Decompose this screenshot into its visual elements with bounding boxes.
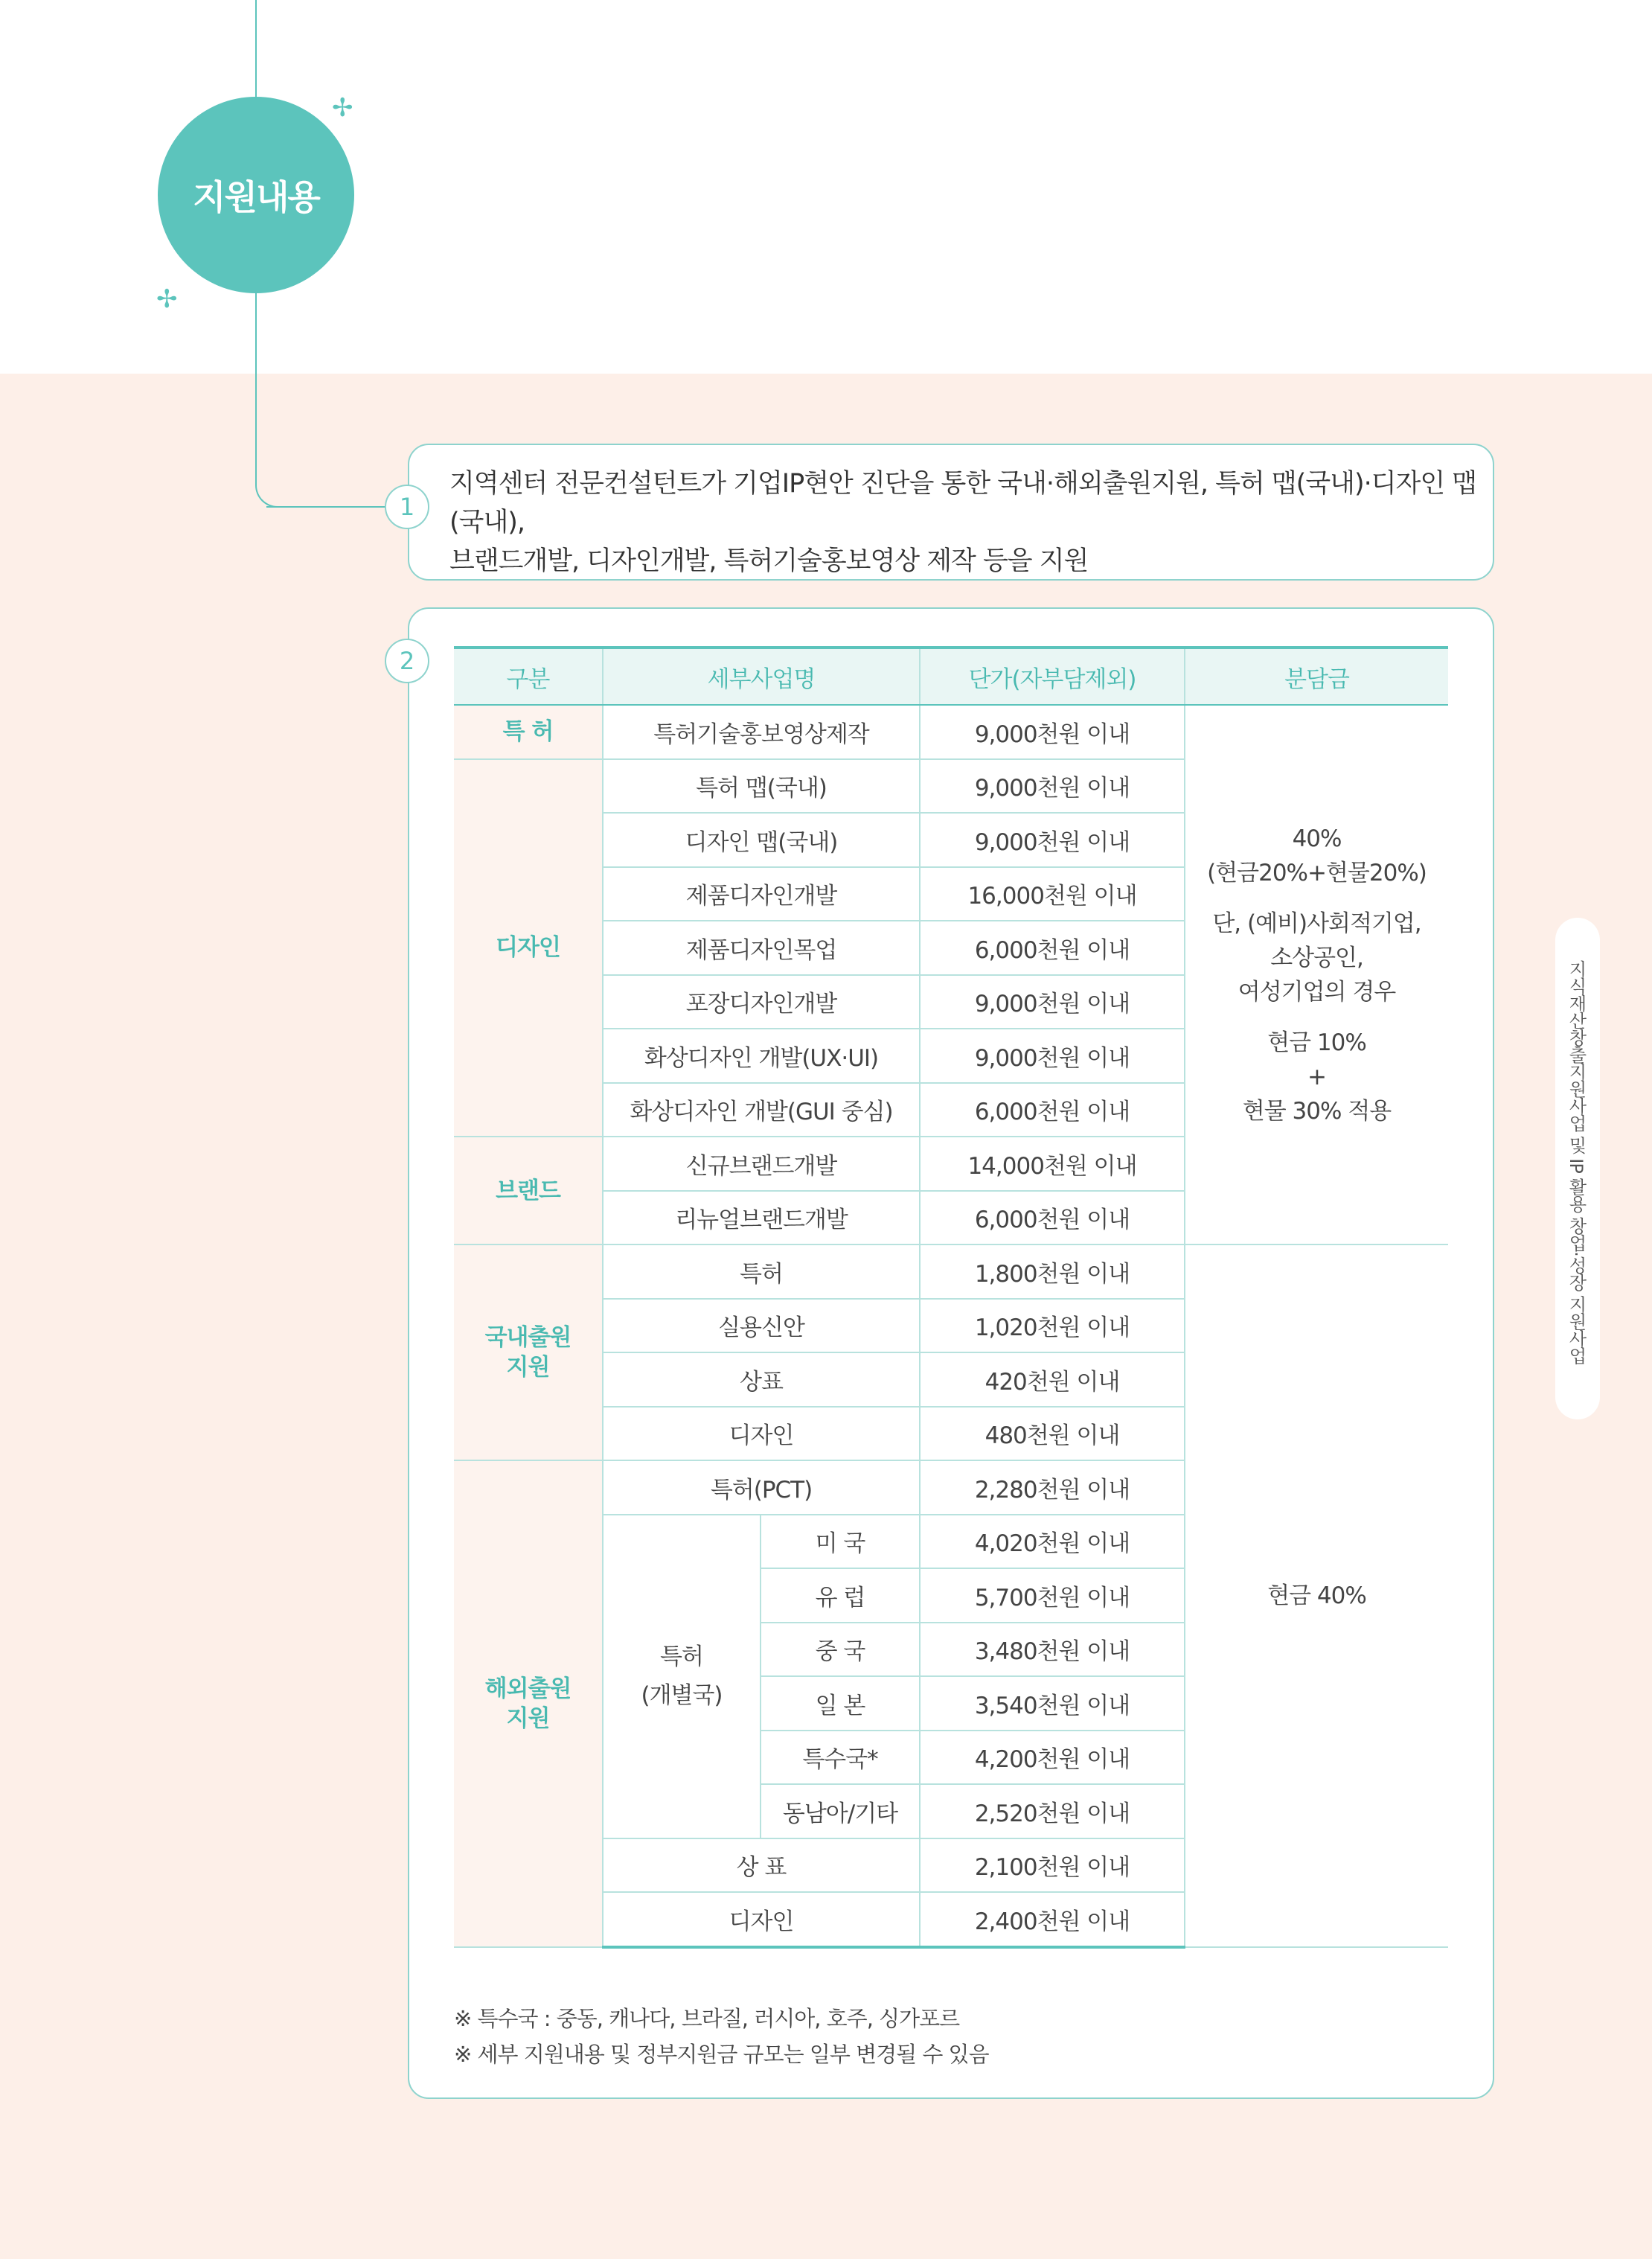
program-cell: 리뉴얼브랜드개발 — [603, 1191, 920, 1245]
header-price: 단가(자부담제외) — [920, 648, 1185, 705]
country-cell: 특수국* — [761, 1731, 920, 1785]
category-cell: 국내출원 지원 — [454, 1244, 603, 1460]
price-cell: 4,020천원 이내 — [920, 1515, 1185, 1569]
price-cell: 420천원 이내 — [920, 1352, 1185, 1407]
program-cell: 디자인 맵(국내) — [603, 813, 920, 867]
table-header-row — [454, 648, 1448, 705]
table-row — [454, 1244, 1448, 1299]
price-cell: 5,700천원 이내 — [920, 1568, 1185, 1623]
country-cell: 동남아/기타 — [761, 1784, 920, 1838]
share-cell: 현금 40% — [1185, 1244, 1448, 1947]
program-cell: 화상디자인 개발(GUI 중심) — [603, 1083, 920, 1137]
program-cell: 실용신안 — [603, 1299, 920, 1353]
category-cell: 해외출원 지원 — [454, 1460, 603, 1947]
program-cell: 상표 — [603, 1352, 920, 1407]
item-number-badge: 2 — [385, 639, 429, 683]
price-cell: 2,520천원 이내 — [920, 1784, 1185, 1838]
header-program: 세부사업명 — [603, 648, 920, 705]
support-table — [454, 646, 1448, 1949]
intro-line: 지역센터 전문컨설턴트가 기업IP현안 진단을 통한 국내·해외출원지원, 특허 맵(국내)·디자인 맵(국내), — [449, 469, 1477, 537]
program-cell: 디자인 — [603, 1892, 920, 1947]
country-cell: 일 본 — [761, 1676, 920, 1731]
side-tab-label: 지식재산창출지원사업 및 IP 활용 창업·성장 지원사업 — [1566, 960, 1587, 1364]
price-cell: 2,400천원 이내 — [920, 1892, 1185, 1947]
intro-line: 브랜드개발, 디자인개발, 특허기술홍보영상 제작 등을 지원 — [449, 546, 1089, 576]
share-text: + — [1307, 1063, 1326, 1090]
header-category: 구분 — [454, 648, 603, 705]
price-cell: 9,000천원 이내 — [920, 813, 1185, 867]
share-text: 단, (예비)사회적기업, — [1212, 910, 1421, 937]
program-cell: 특허 — [603, 1244, 920, 1299]
program-cell: 상 표 — [603, 1838, 920, 1893]
table-notes — [454, 2001, 989, 2072]
country-cell: 중 국 — [761, 1623, 920, 1677]
program-cell: 특허기술홍보영상제작 — [603, 705, 920, 759]
country-cell: 유 럽 — [761, 1568, 920, 1623]
price-cell: 2,280천원 이내 — [920, 1460, 1185, 1515]
note-line: ※ 특수국 : 중동, 캐나다, 브라질, 러시아, 호주, 싱가포르 — [454, 2006, 960, 2031]
price-cell: 6,000천원 이내 — [920, 1191, 1185, 1245]
intro-text — [449, 464, 1484, 581]
program-cell: 디자인 — [603, 1407, 920, 1461]
price-cell: 2,100천원 이내 — [920, 1838, 1185, 1893]
price-cell: 4,200천원 이내 — [920, 1731, 1185, 1785]
price-cell: 3,480천원 이내 — [920, 1623, 1185, 1677]
price-cell: 14,000천원 이내 — [920, 1137, 1185, 1191]
program-cell: 제품디자인목업 — [603, 921, 920, 975]
program-cell: 포장디자인개발 — [603, 975, 920, 1029]
program-cell: 특허(PCT) — [603, 1460, 920, 1515]
price-cell: 9,000천원 이내 — [920, 975, 1185, 1029]
price-cell: 1,020천원 이내 — [920, 1299, 1185, 1353]
group-cell: 특허 (개별국) — [603, 1515, 761, 1838]
connector-line-horizontal — [266, 506, 385, 508]
country-cell: 미 국 — [761, 1515, 920, 1569]
price-cell: 9,000천원 이내 — [920, 1029, 1185, 1083]
sparkle-icon: ✢ — [156, 284, 178, 314]
category-cell: 브랜드 — [454, 1137, 603, 1244]
price-cell: 9,000천원 이내 — [920, 705, 1185, 759]
price-cell: 3,540천원 이내 — [920, 1676, 1185, 1731]
share-text: 40% — [1292, 825, 1342, 852]
sparkle-icon: ✢ — [332, 93, 353, 123]
category-cell: 디자인 — [454, 759, 603, 1137]
item-number-badge: 1 — [385, 485, 429, 529]
note-line: ※ 세부 지원내용 및 정부지원금 규모는 일부 변경될 수 있음 — [454, 2042, 989, 2067]
header-share: 분담금 — [1185, 648, 1448, 705]
price-cell: 9,000천원 이내 — [920, 759, 1185, 814]
price-cell: 16,000천원 이내 — [920, 867, 1185, 921]
share-text: 현물 30% 적용 — [1242, 1097, 1392, 1125]
price-cell: 1,800천원 이내 — [920, 1244, 1185, 1299]
table-row — [454, 705, 1448, 759]
share-text: 현금 10% — [1267, 1029, 1366, 1056]
price-cell: 6,000천원 이내 — [920, 1083, 1185, 1137]
category-cell: 특 허 — [454, 705, 603, 759]
price-cell: 480천원 이내 — [920, 1407, 1185, 1461]
program-cell: 제품디자인개발 — [603, 867, 920, 921]
program-cell: 화상디자인 개발(UX·UI) — [603, 1029, 920, 1083]
program-cell: 신규브랜드개발 — [603, 1137, 920, 1191]
program-cell: 특허 맵(국내) — [603, 759, 920, 814]
section-title-badge — [158, 93, 354, 293]
price-cell: 6,000천원 이내 — [920, 921, 1185, 975]
share-text: 소상공인, — [1270, 944, 1363, 971]
share-text: (현금20%+현물20%) — [1207, 859, 1427, 886]
section-title: 지원내용 — [193, 177, 319, 217]
share-cell — [1185, 705, 1448, 1244]
share-text: 여성기업의 경우 — [1238, 978, 1396, 1006]
